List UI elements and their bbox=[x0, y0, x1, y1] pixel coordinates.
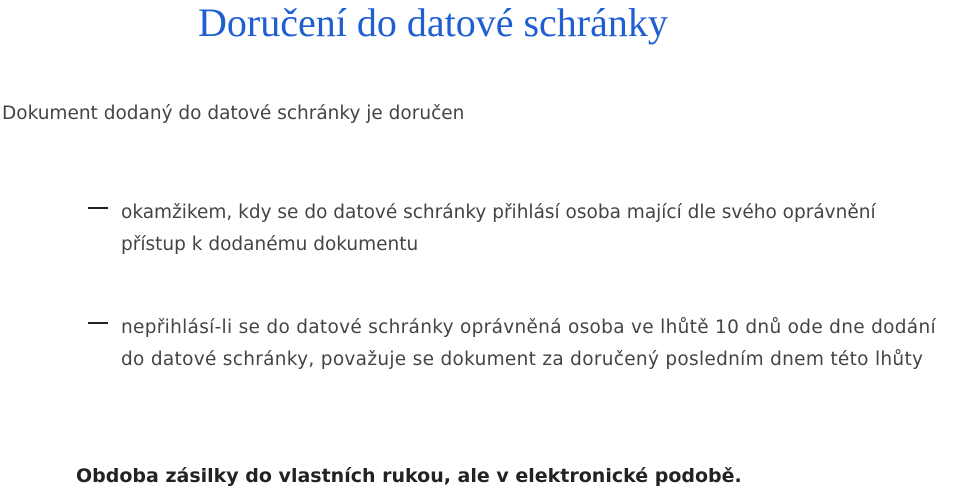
intro-text: Dokument dodaný do datové schránky je doručen bbox=[2, 103, 465, 124]
bullet-text: nepřihlásí-li se do datové schránky oprávněná osoba ve lhůtě 10 dnů ode dne dodání do datové schránky, považuje se dokument za doručený posledním dnem této lhůty bbox=[121, 317, 936, 370]
bullet-text: okamžikem, kdy se do datové schránky přihlásí osoba mající dle svého oprávnění přístup k dodanému dokumentu bbox=[121, 202, 876, 255]
slide-title: Doručení do datové schránky bbox=[198, 0, 668, 45]
conclusion-text: Obdoba zásilky do vlastních rukou, ale v elektronické podobě. bbox=[76, 465, 742, 487]
dash-bullet-icon bbox=[88, 322, 108, 324]
dash-bullet-icon bbox=[88, 207, 108, 209]
